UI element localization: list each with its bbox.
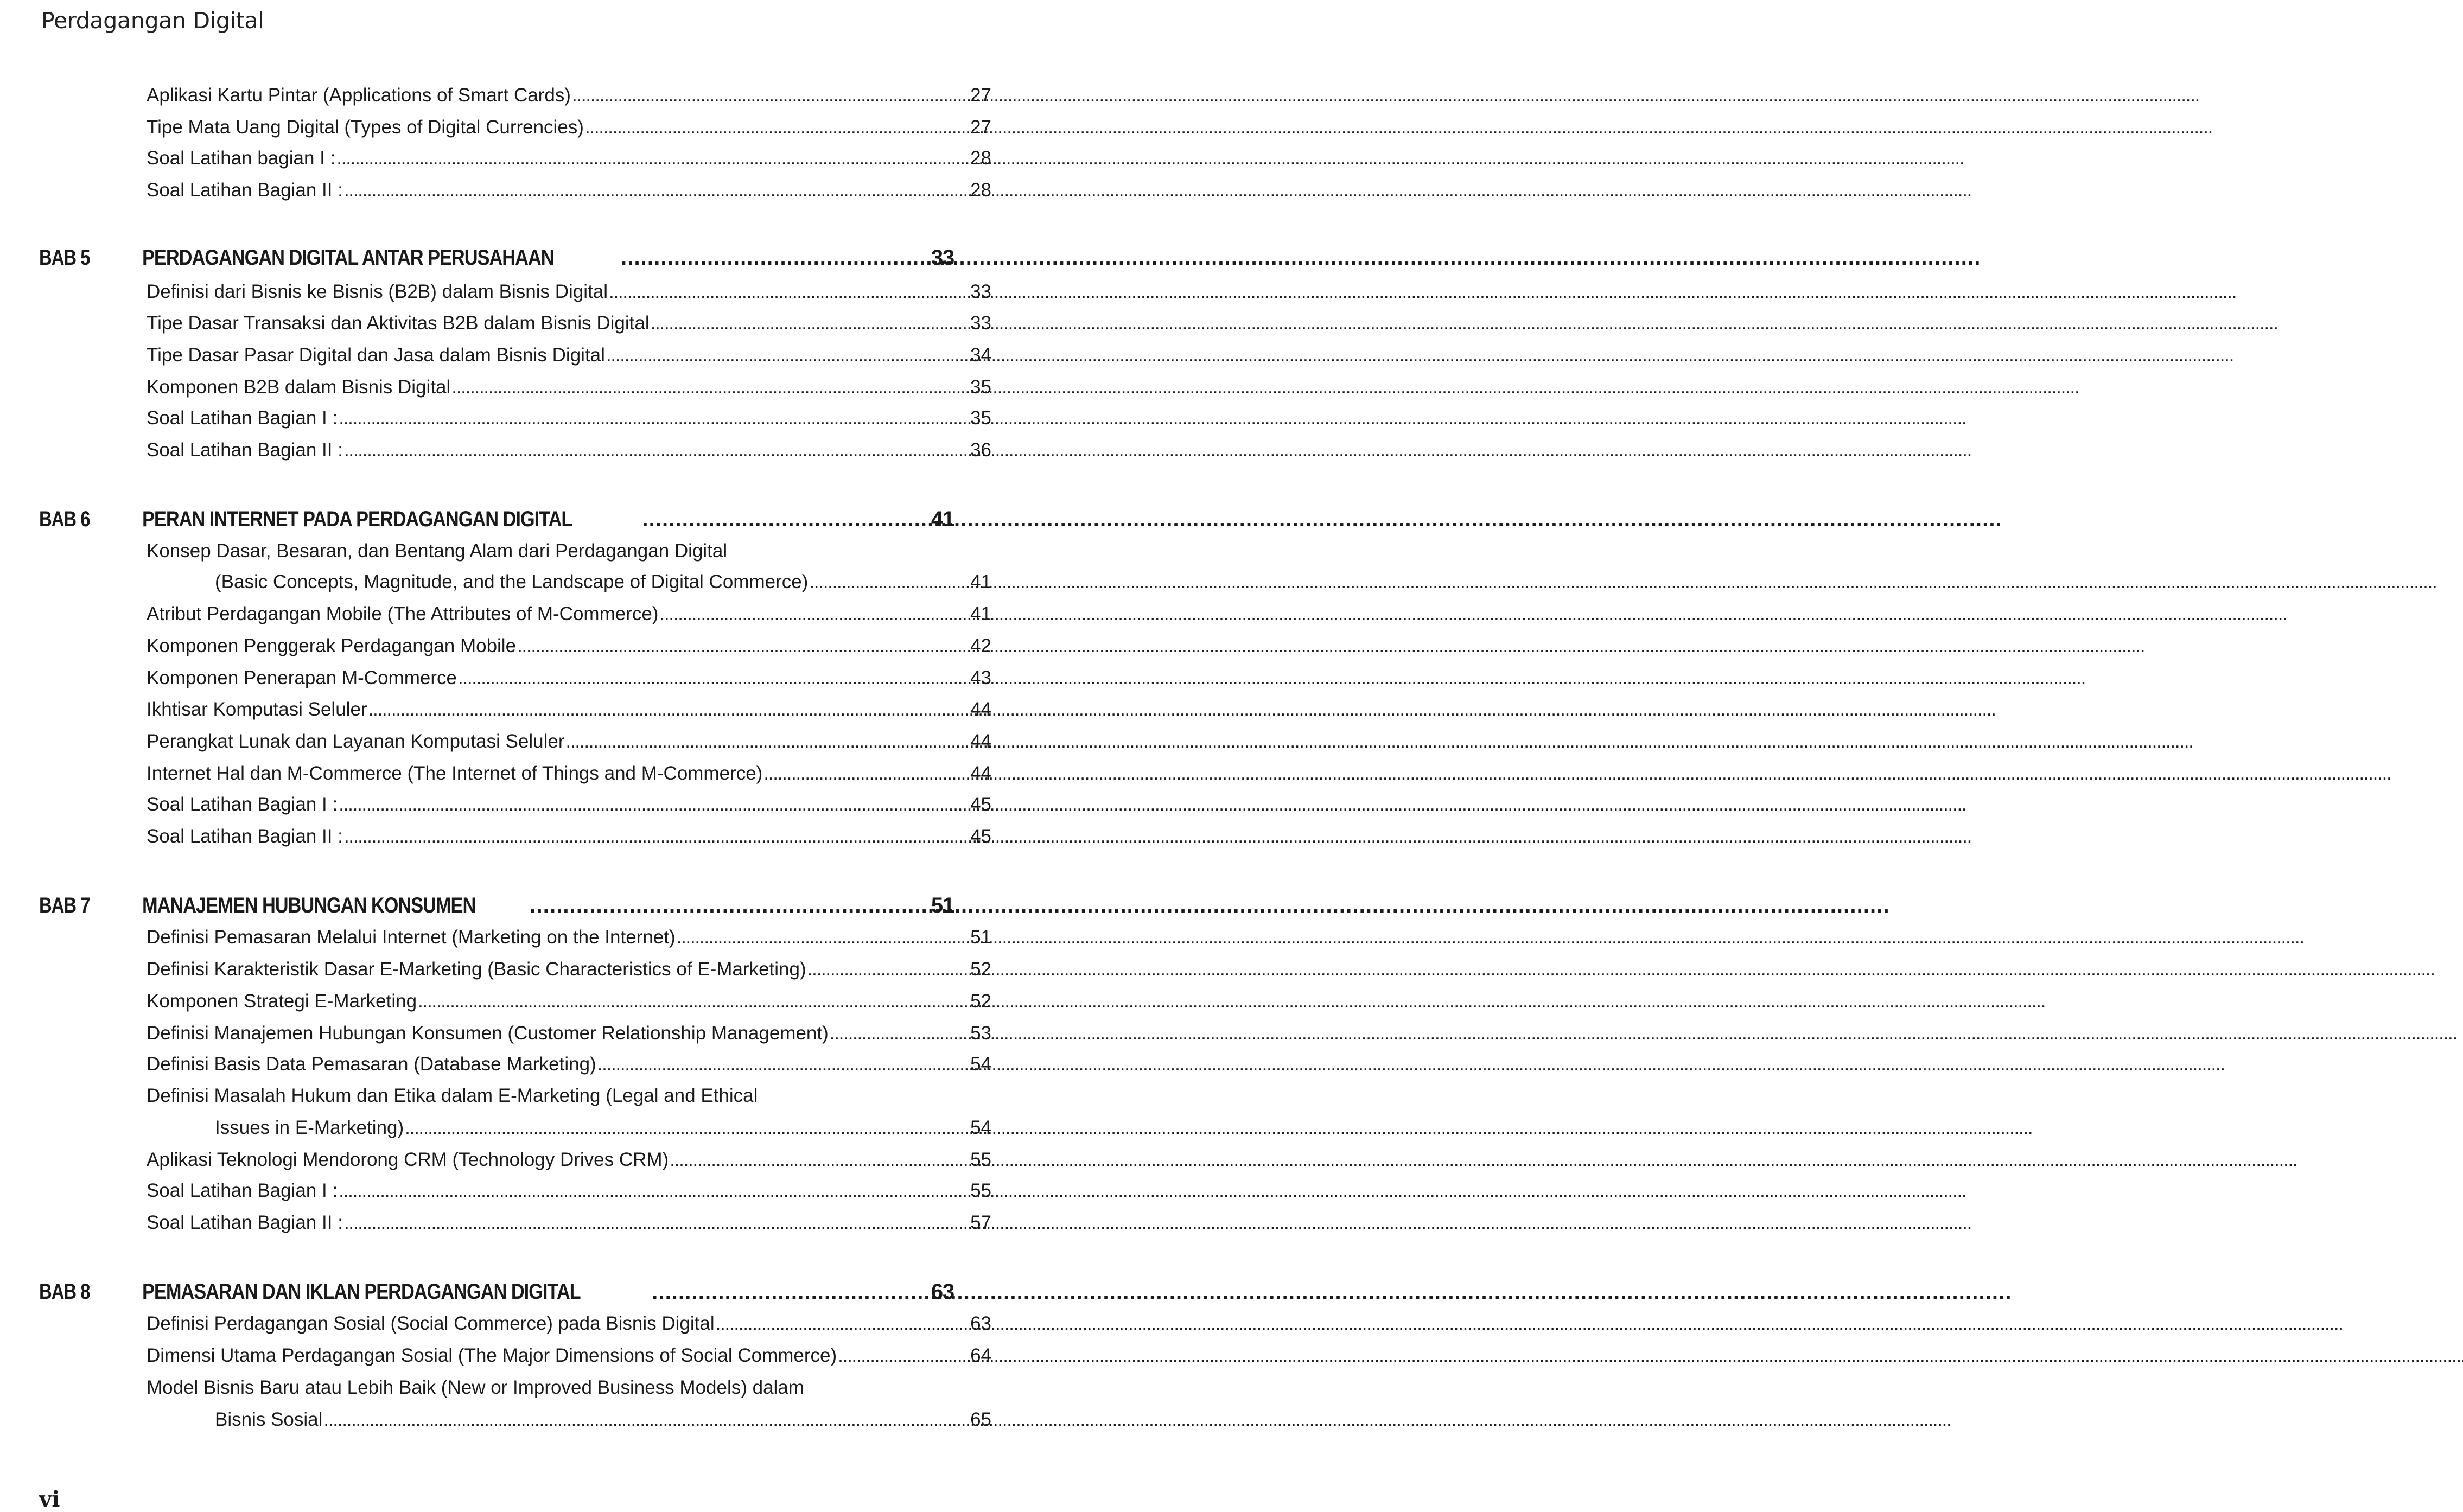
toc-entry	[147, 1148, 991, 1172]
chapter-heading	[0, 891, 966, 920]
dot-leader	[609, 280, 2234, 304]
dot-leader	[517, 634, 2142, 658]
chapter-page: 33	[931, 245, 954, 270]
toc-entry-page: 51	[970, 927, 991, 948]
toc-entry-page: 35	[970, 376, 991, 398]
dot-leader	[807, 958, 2433, 981]
toc-entry-page: 54	[970, 1117, 991, 1139]
dot-leader	[339, 793, 1964, 816]
toc-entry-page: 28	[970, 179, 991, 201]
toc-entry	[147, 280, 991, 304]
dot-leader	[585, 116, 2210, 139]
toc-entry-page: 33	[970, 280, 991, 302]
toc-entry-label: Soal Latihan Bagian II :	[147, 179, 343, 201]
chapter-title-line	[142, 505, 862, 534]
toc-entry-label: Atribut Perdagangan Mobile (The Attributes of M-Commerce)	[147, 603, 659, 625]
toc-entry-page: 65	[970, 1408, 991, 1430]
dot-leader	[763, 762, 2389, 786]
chapter-title-line	[142, 243, 862, 272]
dot-leader	[530, 891, 1886, 920]
toc-entry-continuation	[215, 1116, 991, 1140]
toc-entry-page: 45	[970, 825, 991, 847]
toc-entry-label: Internet Hal dan M-Commerce (The Internet of Things and M-Commerce)	[147, 762, 763, 784]
toc-entry-label: Soal Latihan Bagian II :	[147, 825, 343, 847]
toc-entry	[147, 1376, 863, 1400]
toc-entry-label: Komponen Strategi E-Marketing	[147, 990, 417, 1012]
dot-leader	[597, 1052, 2223, 1076]
dot-leader	[344, 178, 1969, 202]
dot-leader	[606, 343, 2231, 367]
toc-entry-label: Soal Latihan Bagian I :	[147, 407, 338, 429]
chapter-title: MANAJEMEN HUBUNGAN KONSUMEN	[142, 893, 476, 917]
toc-entry	[147, 1344, 991, 1368]
toc-entry-label: Bisnis Sosial	[215, 1408, 323, 1430]
running-head: Perdagangan Digital	[41, 8, 264, 34]
toc-entry-page: 41	[970, 571, 991, 593]
toc-entry-page: 43	[970, 667, 991, 688]
toc-entry-label: Soal Latihan bagian I :	[147, 147, 336, 169]
toc-entry-label: Perangkat Lunak dan Layanan Komputasi Seluler	[147, 731, 565, 752]
toc-entry	[147, 84, 991, 107]
toc-entry	[147, 406, 991, 430]
toc-entry-page: 42	[970, 635, 991, 656]
toc-entry	[147, 990, 991, 1013]
dot-leader	[323, 1408, 1949, 1432]
toc-entry-label: Definisi dari Bisnis ke Bisnis (B2B) dalam Bisnis Digital	[147, 280, 608, 302]
dot-leader	[368, 698, 1994, 722]
toc-entry	[147, 1052, 991, 1076]
dot-leader	[621, 243, 1977, 272]
toc-entry-page: 64	[970, 1345, 991, 1367]
chapter-number: BAB 6	[39, 507, 90, 531]
toc-entry-label: Aplikasi Teknologi Mendorong CRM (Technology Drives CRM)	[147, 1149, 669, 1170]
toc-entry-label: Konsep Dasar, Besaran, dan Bentang Alam dari Perdagangan Digital	[147, 540, 728, 562]
toc-entry-label: Definisi Masalah Hukum dan Etika dalam E-Marketing (Legal and Ethical	[147, 1085, 758, 1107]
toc-entry-page: 35	[970, 407, 991, 429]
toc-entry-page: 44	[970, 731, 991, 752]
dot-leader	[809, 570, 2434, 594]
chapter-title-line	[142, 891, 862, 920]
toc-entry-page: 44	[970, 762, 991, 784]
toc-entry	[147, 178, 991, 202]
chapter-heading	[0, 505, 966, 534]
toc-entry	[147, 762, 991, 786]
toc-entry-label: Definisi Manajemen Hubungan Konsumen (Customer Relationship Management)	[147, 1022, 829, 1044]
toc-entry-label: Soal Latihan Bagian II :	[147, 439, 343, 461]
dot-leader	[458, 666, 2083, 690]
toc-entry-label: (Basic Concepts, Magnitude, and the Landscape of Digital Commerce)	[215, 571, 809, 593]
toc-entry-label: Soal Latihan Bagian I :	[147, 1179, 338, 1201]
toc-entry	[147, 343, 991, 367]
toc-entry-page: 27	[970, 85, 991, 106]
dot-leader	[336, 146, 1962, 170]
toc-entry-label: Dimensi Utama Perdagangan Sosial (The Major Dimensions of Social Commerce)	[147, 1345, 837, 1367]
toc-entry	[147, 825, 991, 848]
toc-entry-page: 34	[970, 344, 991, 366]
chapter-title-line	[142, 1277, 862, 1306]
chapter-heading	[0, 1277, 966, 1306]
toc-entry-label: Komponen Penerapan M-Commerce	[147, 667, 457, 688]
toc-entry	[147, 438, 991, 462]
toc-entry-label: Komponen B2B dalam Bisnis Digital	[147, 376, 451, 398]
toc-entry-label: Aplikasi Kartu Pintar (Applications of Smart Cards)	[147, 85, 571, 106]
dot-leader	[838, 1344, 2463, 1368]
chapter-title: PEMASARAN DAN IKLAN PERDAGANGAN DIGITAL	[142, 1279, 581, 1304]
toc-entry	[147, 602, 991, 626]
chapter-title: PERDAGANGAN DIGITAL ANTAR PERUSAHAAN	[142, 245, 554, 270]
toc-entry-page: 41	[970, 603, 991, 625]
dot-leader	[418, 990, 2043, 1013]
page-number: vi	[39, 1487, 60, 1512]
toc-entry-page: 27	[970, 116, 991, 138]
dot-leader	[339, 406, 1964, 430]
toc-entry	[147, 793, 991, 816]
toc-entry-label: Definisi Pemasaran Melalui Internet (Marketing on the Internet)	[147, 927, 676, 948]
toc-entry	[147, 958, 991, 981]
toc-entry	[147, 146, 991, 170]
toc-entry	[147, 311, 991, 335]
toc-entry-page: 54	[970, 1053, 991, 1075]
dot-leader	[572, 84, 2197, 107]
toc-entry-page: 55	[970, 1179, 991, 1201]
toc-entry	[147, 375, 991, 399]
chapter-page: 41	[931, 507, 954, 531]
toc-entry	[147, 1312, 991, 1336]
dot-leader	[344, 438, 1969, 462]
toc-entry	[147, 1022, 991, 1045]
toc-entry	[147, 1211, 991, 1235]
toc-entry-page: 53	[970, 1022, 991, 1044]
toc-entry-page: 52	[970, 959, 991, 980]
chapter-heading	[0, 243, 966, 272]
toc-entry-page: 44	[970, 699, 991, 720]
chapter-page: 51	[931, 893, 954, 917]
dot-leader	[339, 1179, 1964, 1203]
chapter-number: BAB 7	[39, 893, 90, 917]
toc-entry-label: Ikhtisar Komputasi Seluler	[147, 699, 367, 720]
toc-entry	[147, 539, 863, 563]
chapter-page: 63	[931, 1279, 954, 1304]
toc-entry	[147, 1179, 991, 1203]
dot-leader	[344, 1211, 1969, 1235]
toc-entry-label: Tipe Dasar Pasar Digital dan Jasa dalam Bisnis Digital	[147, 344, 605, 366]
dot-leader	[344, 825, 1969, 848]
toc-entry-continuation	[215, 1408, 991, 1432]
toc-entry-label: Model Bisnis Baru atau Lebih Baik (New or Improved Business Models) dalam	[147, 1376, 804, 1398]
toc-entry	[147, 634, 991, 658]
toc-entry-label: Tipe Dasar Transaksi dan Aktivitas B2B dalam Bisnis Digital	[147, 312, 650, 334]
toc-entry	[147, 116, 991, 139]
toc-entry-label: Tipe Mata Uang Digital (Types of Digital Currencies)	[147, 116, 584, 138]
dot-leader	[451, 375, 2077, 399]
toc-entry-page: 63	[970, 1313, 991, 1335]
toc-entry	[147, 698, 991, 722]
toc-entry-label: Definisi Karakteristik Dasar E-Marketing (Basic Characteristics of E-Marketing)	[147, 959, 806, 980]
toc-entry-label: Soal Latihan Bagian II :	[147, 1211, 343, 1233]
dot-leader	[405, 1116, 2030, 1140]
toc-entry-page: 33	[970, 312, 991, 334]
toc-entry	[147, 666, 991, 690]
toc-entry-continuation	[215, 570, 991, 594]
toc-entry-label: Definisi Perdagangan Sosial (Social Commerce) pada Bisnis Digital	[147, 1313, 715, 1335]
chapter-title: PERAN INTERNET PADA PERDAGANGAN DIGITAL	[142, 507, 572, 531]
toc-entry	[147, 926, 991, 949]
toc-entry-page: 36	[970, 439, 991, 461]
toc-entry-page: 57	[970, 1211, 991, 1233]
toc-entry-page: 28	[970, 147, 991, 169]
toc-entry-label: Issues in E-Marketing)	[215, 1117, 404, 1139]
toc-entry-page: 45	[970, 793, 991, 815]
toc-entry-label: Soal Latihan Bagian I :	[147, 793, 338, 815]
chapter-number: BAB 5	[39, 245, 90, 270]
toc-entry	[147, 1084, 863, 1108]
toc-entry-page: 55	[970, 1149, 991, 1170]
chapter-number: BAB 8	[39, 1279, 90, 1304]
toc-entry-label: Komponen Penggerak Perdagangan Mobile	[147, 635, 517, 656]
toc-entry-page: 52	[970, 990, 991, 1012]
dot-leader	[566, 730, 2191, 754]
toc-entry	[147, 730, 991, 754]
dot-leader	[830, 1022, 2455, 1045]
toc-entry-label: Definisi Basis Data Pemasaran (Database Marketing)	[147, 1053, 596, 1075]
